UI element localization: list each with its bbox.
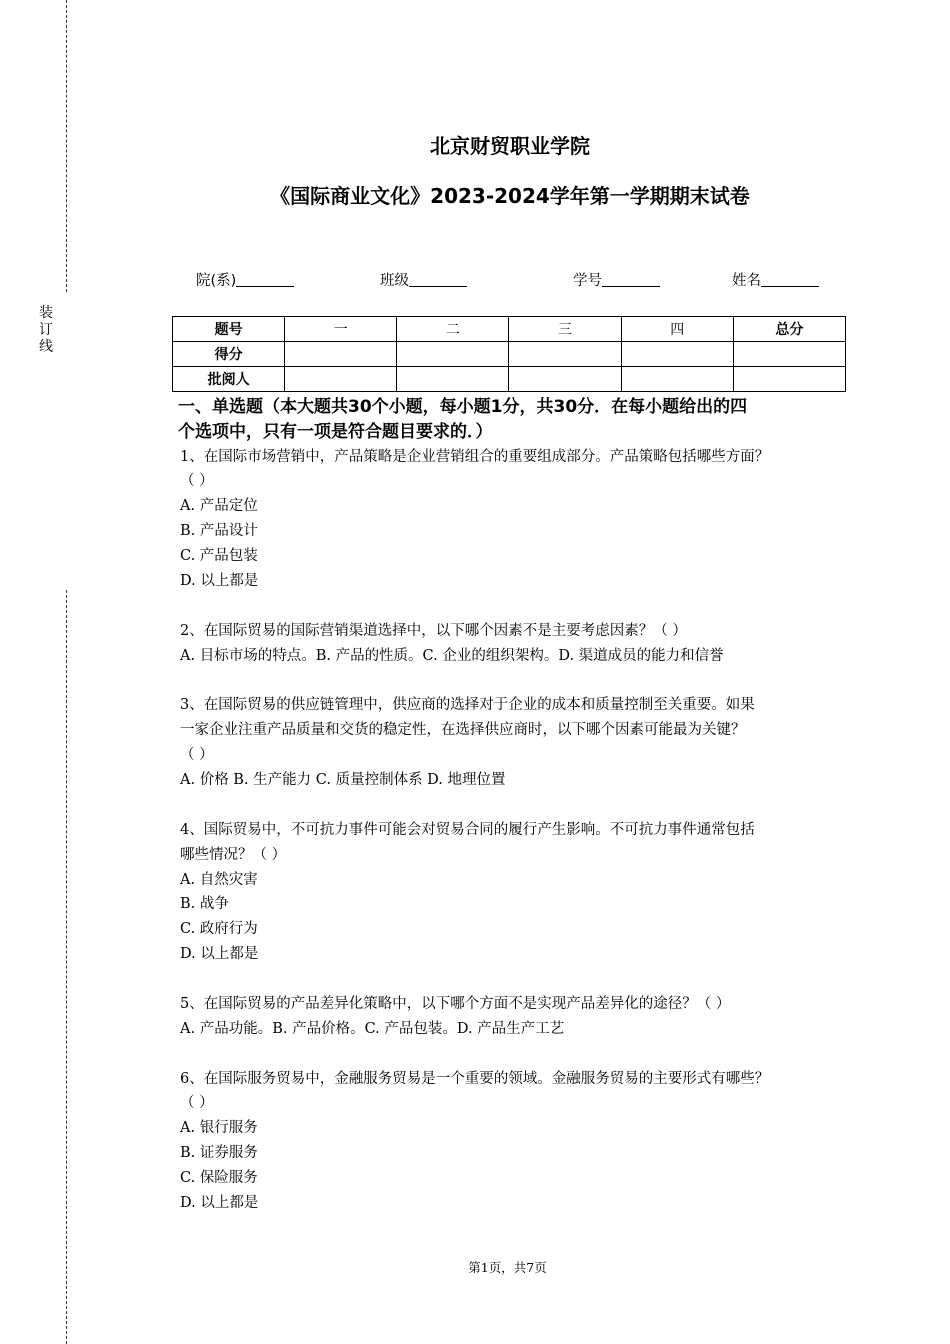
class-field[interactable] [380,269,467,290]
score-cell[interactable] [397,342,509,367]
class-blank[interactable] [409,272,467,287]
department-label: 院(系) [196,273,237,289]
binding-label [38,305,54,356]
option-a: A. 自然灾害 [180,872,258,888]
options-line: A. 价格 B. 生产能力 C. 质量控制体系 D. 地理位置 [180,772,506,788]
binding-char: 装 [39,305,53,321]
section-heading [178,395,838,445]
question-stem: 哪些情况？（ ） [180,847,287,863]
section-heading-line: 个选项中，只有一项是符合题目要求的．） [178,422,493,442]
table-cell: 四 [621,317,733,342]
department-blank[interactable] [236,272,294,287]
section-heading-line: 一、单选题（本大题共30个小题，每小题1分，共30分．在每小题给出的四 [178,397,748,417]
option-b: B. 产品设计 [180,523,258,539]
score-table-row [173,342,846,367]
option-a: A. 产品定位 [180,498,258,514]
option-d: D. 以上都是 [180,573,259,589]
question-stem: 2、在国际贸易的国际营销渠道选择中，以下哪个因素不是主要考虑因素？（ ） [180,623,687,639]
table-cell: 一 [285,317,397,342]
table-cell: 总分 [733,317,845,342]
student-id-label: 学号 [573,273,602,289]
binding-line-bottom [66,590,67,1344]
question-stem: 1、在国际市场营销中，产品策略是企业营销组合的重要组成部分。产品策略包括哪些方面？ [180,449,770,465]
grader-cell[interactable] [285,367,397,392]
option-c: C. 政府行为 [180,921,258,937]
question-stem: 4、国际贸易中，不可抗力事件可能会对贸易合同的履行产生影响。不可抗力事件通常包括 [180,822,755,838]
binding-char: 订 [39,322,53,338]
page-number: 第1页，共7页 [468,1260,547,1275]
school-name: 北京财贸职业学院 [430,134,590,158]
name-label: 姓名 [732,273,761,289]
exam-title: 《国际商业文化》2023-2024学年第一学期期末试卷 [270,184,750,208]
table-cell: 题号 [173,317,285,342]
score-cell[interactable] [733,342,845,367]
option-b: B. 证券服务 [180,1145,258,1161]
question-stem: 3、在国际贸易的供应链管理中，供应商的选择对于企业的成本和质量控制至关重要。如果 [180,697,755,713]
grader-cell[interactable] [733,367,845,392]
option-d: D. 以上都是 [180,1195,259,1211]
score-table [172,316,846,392]
question-stem: 6、在国际服务贸易中，金融服务贸易是一个重要的领域。金融服务贸易的主要形式有哪些？ [180,1071,770,1087]
options-line: A. 目标市场的特点。B. 产品的性质。C. 企业的组织架构。D. 渠道成员的能力和信誉 [180,648,724,664]
grader-cell[interactable] [397,367,509,392]
answer-bracket: （ ） [180,747,214,763]
name-blank[interactable] [761,272,819,287]
question-stem: 5、在国际贸易的产品差异化策略中，以下哪个方面不是实现产品差异化的途径？（ ） [180,996,731,1012]
score-cell[interactable] [621,342,733,367]
table-cell: 批阅人 [173,367,285,392]
binding-char: 线 [39,339,53,355]
score-table-header-row [173,317,846,342]
option-c: C. 保险服务 [180,1170,258,1186]
answer-bracket: （ ） [180,473,214,489]
department-field[interactable] [196,269,294,290]
score-cell[interactable] [285,342,397,367]
score-table-row [173,367,846,392]
table-cell: 得分 [173,342,285,367]
question-stem: 一家企业注重产品质量和交货的稳定性，在选择供应商时，以下哪个因素可能最为关键？ [180,722,746,738]
name-field[interactable] [732,269,819,290]
student-id-field[interactable] [573,269,660,290]
grader-cell[interactable] [621,367,733,392]
table-cell: 二 [397,317,509,342]
options-line: A. 产品功能。B. 产品价格。C. 产品包装。D. 产品生产工艺 [180,1021,565,1037]
answer-bracket: （ ） [180,1095,214,1111]
table-cell: 三 [509,317,621,342]
option-d: D. 以上都是 [180,946,259,962]
class-label: 班级 [380,273,409,289]
option-b: B. 战争 [180,896,229,912]
student-id-blank[interactable] [602,272,660,287]
score-cell[interactable] [509,342,621,367]
option-c: C. 产品包装 [180,548,258,564]
grader-cell[interactable] [509,367,621,392]
option-a: A. 银行服务 [180,1120,258,1136]
